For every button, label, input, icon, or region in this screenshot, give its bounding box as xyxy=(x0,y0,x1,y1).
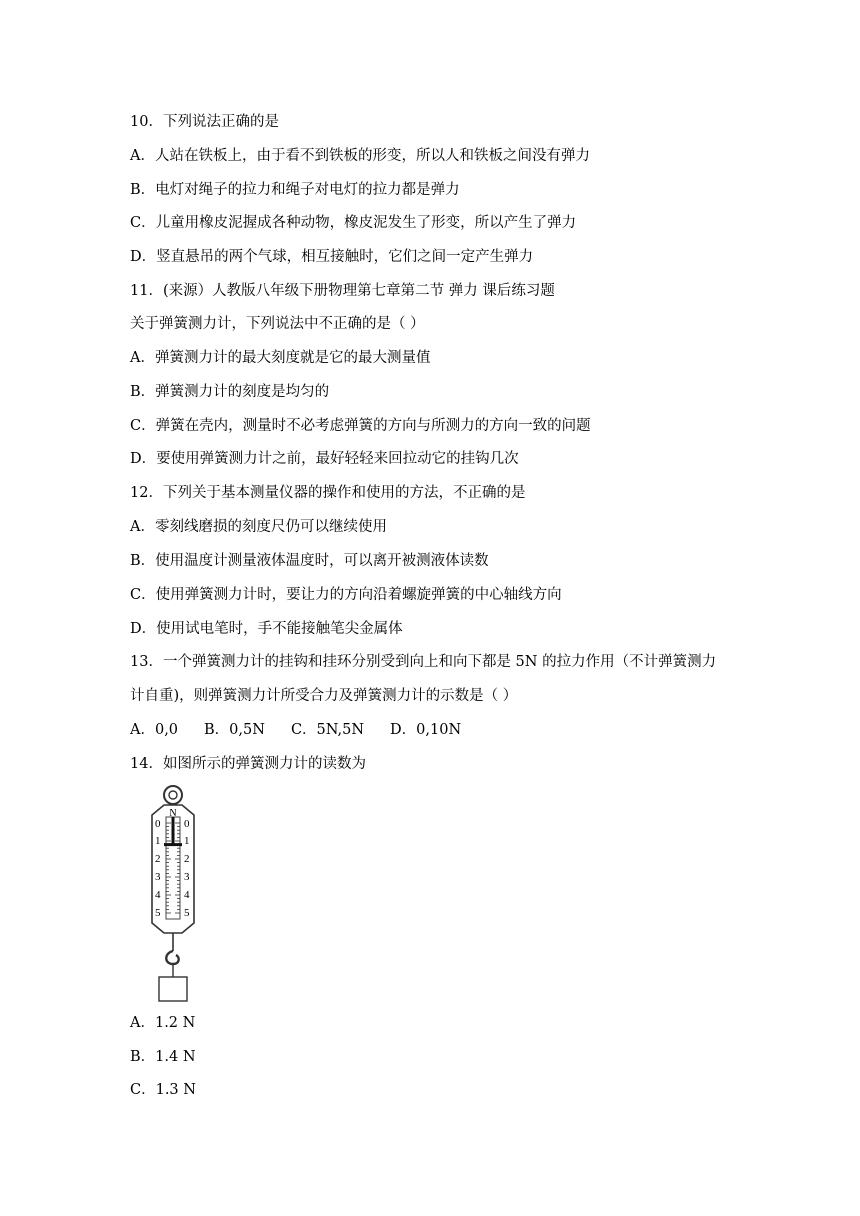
q10-option-b: B．电灯对绳子的拉力和绳子对电灯的拉力都是弹力 xyxy=(130,182,460,198)
scale-label-right-0: 0 xyxy=(184,818,190,830)
q14-stem: 14．如图所示的弹簧测力计的读数为 xyxy=(130,756,366,772)
q12-option-b: B．使用温度计测量液体温度时，可以离开被测液体读数 xyxy=(130,553,489,569)
q10-stem: 10．下列说法正确的是 xyxy=(130,114,279,130)
spring-scale-figure xyxy=(140,783,206,1005)
q13-option-d: D．0,10N xyxy=(390,722,462,738)
q13-stem-line1: 13．一个弹簧测力计的挂钩和挂环分别受到向上和向下都是 5N 的拉力作用（不计弹簧测力 xyxy=(130,654,717,670)
q11-option-c: C．弹簧在壳内，测量时不必考虑弹簧的方向与所测力的方向一致的问题 xyxy=(130,418,591,434)
q12-option-a: A．零刻线磨损的刻度尺仍可以继续使用 xyxy=(130,519,387,535)
scale-label-right-2: 2 xyxy=(184,853,190,865)
scale-label-right-4: 4 xyxy=(184,889,190,901)
q10-option-d: D．竖直悬吊的两个气球，相互接触时，它们之间一定产生弹力 xyxy=(130,249,534,265)
q11-option-a: A．弹簧测力计的最大刻度就是它的最大测量值 xyxy=(130,350,431,366)
q11-source: 11．(来源）人教版八年级下册物理第七章第二节 弹力 课后练习题 xyxy=(130,283,555,299)
unit-label: N xyxy=(169,808,177,819)
weight-block xyxy=(159,977,187,1001)
top-ring xyxy=(164,786,182,804)
scale-label-left-4: 4 xyxy=(155,889,161,901)
q14-option-c: C．1.3 N xyxy=(130,1082,196,1098)
scale-label-left-0: 0 xyxy=(155,818,161,830)
q11-option-d: D．要使用弹簧测力计之前，最好轻轻来回拉动它的挂钩几次 xyxy=(130,451,519,467)
q11-stem: 关于弹簧测力计，下列说法中不正确的是（ ） xyxy=(130,316,425,332)
q14-option-a: A．1.2 N xyxy=(130,1015,196,1031)
scale-label-right-1: 1 xyxy=(184,835,190,847)
q13-option-b: B．0,5N xyxy=(204,722,265,738)
q13-options xyxy=(130,720,487,740)
q13-option-c: C．5N,5N xyxy=(290,722,365,738)
q13-stem-line2: 计自重)，则弹簧测力计所受合力及弹簧测力计的示数是（ ） xyxy=(130,688,518,704)
scale-label-left-3: 3 xyxy=(155,871,161,883)
q11-option-b: B．弹簧测力计的刻度是均匀的 xyxy=(130,384,330,400)
scale-label-left-2: 2 xyxy=(155,853,161,865)
q10-option-a: A．人站在铁板上，由于看不到铁板的形变，所以人和铁板之间没有弹力 xyxy=(130,148,590,164)
q12-option-d: D．使用试电笔时，手不能接触笔尖金属体 xyxy=(130,621,403,637)
q12-stem: 12．下列关于基本测量仪器的操作和使用的方法，不正确的是 xyxy=(130,485,526,501)
q13-option-a: A．0,0 xyxy=(130,722,179,738)
scale-label-left-1: 1 xyxy=(155,835,161,847)
hook xyxy=(166,951,178,964)
q14-option-b: B．1.4 N xyxy=(130,1049,196,1065)
q10-option-c: C．儿童用橡皮泥握成各种动物，橡皮泥发生了形变，所以产生了弹力 xyxy=(130,215,577,231)
scale-label-left-5: 5 xyxy=(155,907,161,919)
scale-label-right-5: 5 xyxy=(184,907,190,919)
scale-label-right-3: 3 xyxy=(184,871,190,883)
q12-option-c: C．使用弹簧测力计时，要让力的方向沿着螺旋弹簧的中心轴线方向 xyxy=(130,587,562,603)
